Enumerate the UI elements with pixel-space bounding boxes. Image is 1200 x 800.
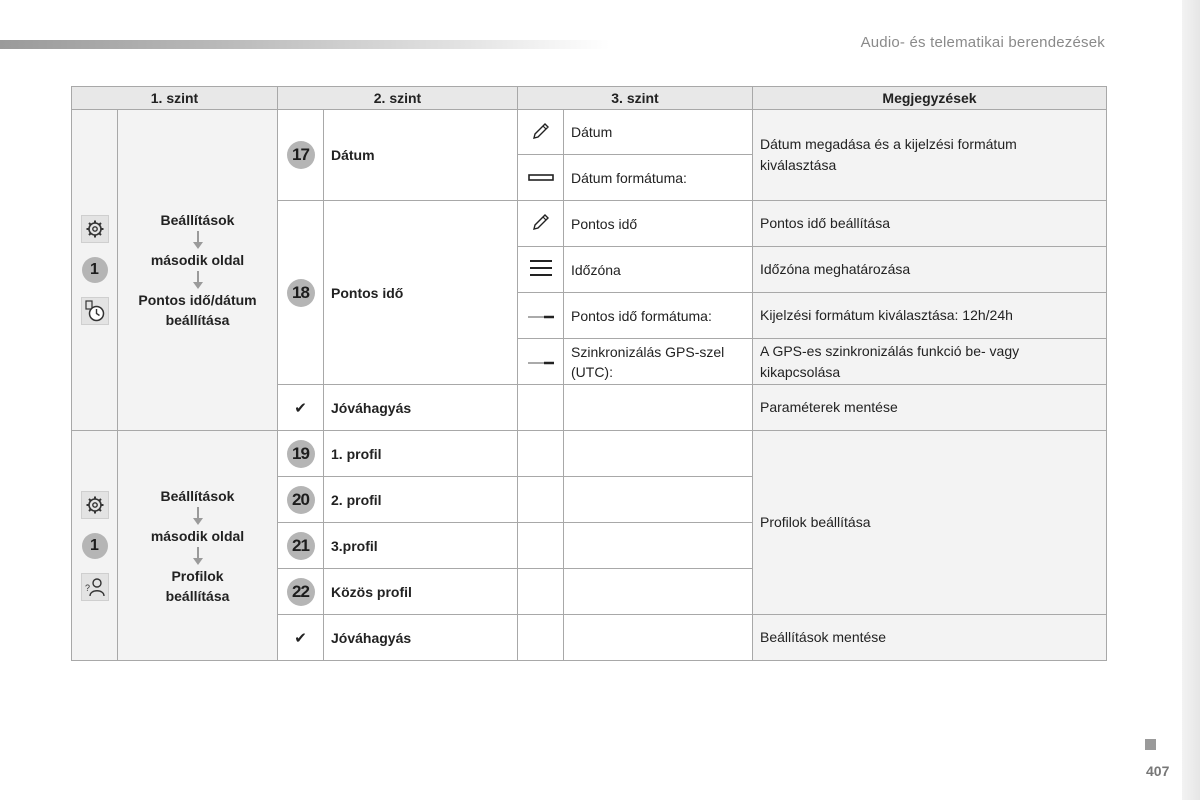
empty-cell [564, 569, 753, 615]
icon-cell [518, 339, 564, 385]
empty-cell [564, 523, 753, 569]
icon-cell [518, 247, 564, 293]
note-time-format: Kijelzési formátum kiválasztása: 12h/24h [753, 293, 1107, 339]
empty-cell [564, 385, 753, 431]
level3-gps-sync: Szinkronizálás GPS-szel (UTC): [564, 339, 753, 385]
header-level2: 2. szint [278, 87, 518, 110]
note-time: Pontos idő beállítása [753, 201, 1107, 247]
page-marker [1145, 739, 1156, 750]
down-arrow-icon [193, 230, 203, 250]
icon-cell [518, 155, 564, 201]
note-timezone: Időzóna meghatározása [753, 247, 1107, 293]
checkmark-icon: ✔ [294, 629, 307, 647]
level2-common-profile: Közös profil [324, 569, 518, 615]
level2-date: Dátum [324, 110, 518, 201]
empty-cell [518, 477, 564, 523]
nav-path-cell [118, 110, 278, 431]
badge-21: 21 [287, 532, 315, 560]
nav-path-cell [118, 431, 278, 661]
icon-cell [518, 293, 564, 339]
list-icon [529, 265, 553, 281]
check-cell [278, 385, 324, 431]
empty-cell [564, 431, 753, 477]
empty-cell [518, 385, 564, 431]
level2-profile-1: 1. profil [324, 431, 518, 477]
icon-cell [518, 201, 564, 247]
down-arrow-icon [193, 546, 203, 566]
level3-time-format: Pontos idő formátuma: [564, 293, 753, 339]
level3-date-format: Dátum formátuma: [564, 155, 753, 201]
settings-table [71, 86, 1107, 661]
level2-time: Pontos idő [324, 201, 518, 385]
check-cell [278, 615, 324, 661]
table-row [72, 110, 1107, 155]
page-two-badge: 1 [82, 257, 108, 283]
badge-cell [278, 477, 324, 523]
empty-cell [518, 569, 564, 615]
page-number: 407 [1146, 763, 1170, 779]
badge-20: 20 [287, 486, 315, 514]
nav-step-second-page: második oldal [150, 527, 245, 544]
note-gps-sync: A GPS-es szinkronizálás funkció be- vagy kikapcsolása [753, 339, 1107, 385]
section-title: Audio- és telematikai berendezések [860, 34, 1105, 51]
down-arrow-icon [193, 506, 203, 526]
note-confirm: Beállítások mentése [753, 615, 1107, 661]
table-row [72, 431, 1107, 477]
badge-cell [278, 431, 324, 477]
svg-text:?: ? [84, 582, 90, 593]
gear-icon [81, 491, 109, 519]
empty-cell [564, 477, 753, 523]
clock-settings-icon [81, 297, 109, 325]
icon-cell [518, 110, 564, 155]
header-level3: 3. szint [518, 87, 753, 110]
badge-cell [278, 110, 324, 201]
profile-icon [81, 573, 109, 601]
toggle-icon [527, 354, 555, 370]
note-profiles: Profilok beállítása [753, 431, 1107, 615]
level3-date: Dátum [564, 110, 753, 155]
nav-step-settings: Beállítások [160, 487, 235, 504]
empty-cell [518, 523, 564, 569]
note-date: Dátum megadása és a kijelzési formátum kiválasztása [753, 110, 1107, 201]
badge-cell [278, 569, 324, 615]
nav-icons-cell [72, 110, 118, 431]
header-gradient-bar [0, 40, 610, 49]
level3-time: Pontos idő [564, 201, 753, 247]
pencil-icon [530, 220, 552, 236]
gear-icon [81, 215, 109, 243]
nav-step-profiles: Profilok beállítása [165, 567, 230, 604]
level2-confirm: Jóváhagyás [324, 615, 518, 661]
level2-confirm: Jóváhagyás [324, 385, 518, 431]
nav-step-datetime: Pontos idő/dátum beállítása [138, 292, 257, 328]
nav-step-settings: Beállítások [160, 212, 235, 228]
table-header-row [72, 87, 1107, 110]
pencil-icon [530, 129, 552, 145]
toggle-icon [527, 308, 555, 324]
badge-17: 17 [287, 141, 315, 169]
badge-cell [278, 523, 324, 569]
empty-cell [518, 615, 564, 661]
header-notes: Megjegyzések [753, 87, 1107, 110]
level2-profile-2: 2. profil [324, 477, 518, 523]
badge-19: 19 [287, 440, 315, 468]
note-confirm: Paraméterek mentése [753, 385, 1107, 431]
badge-cell [278, 201, 324, 385]
page-edge-strip [1182, 0, 1200, 800]
level2-profile-3: 3.profil [324, 523, 518, 569]
badge-22: 22 [287, 578, 315, 606]
level3-timezone: Időzóna [564, 247, 753, 293]
header-level1: 1. szint [72, 87, 278, 110]
empty-cell [518, 431, 564, 477]
nav-step-second-page: második oldal [150, 252, 245, 268]
page-two-badge: 1 [82, 533, 108, 559]
format-bar-icon [528, 170, 554, 186]
badge-18: 18 [287, 279, 315, 307]
down-arrow-icon [193, 270, 203, 290]
nav-icons-cell [72, 431, 118, 661]
checkmark-icon: ✔ [294, 399, 307, 417]
empty-cell [564, 615, 753, 661]
